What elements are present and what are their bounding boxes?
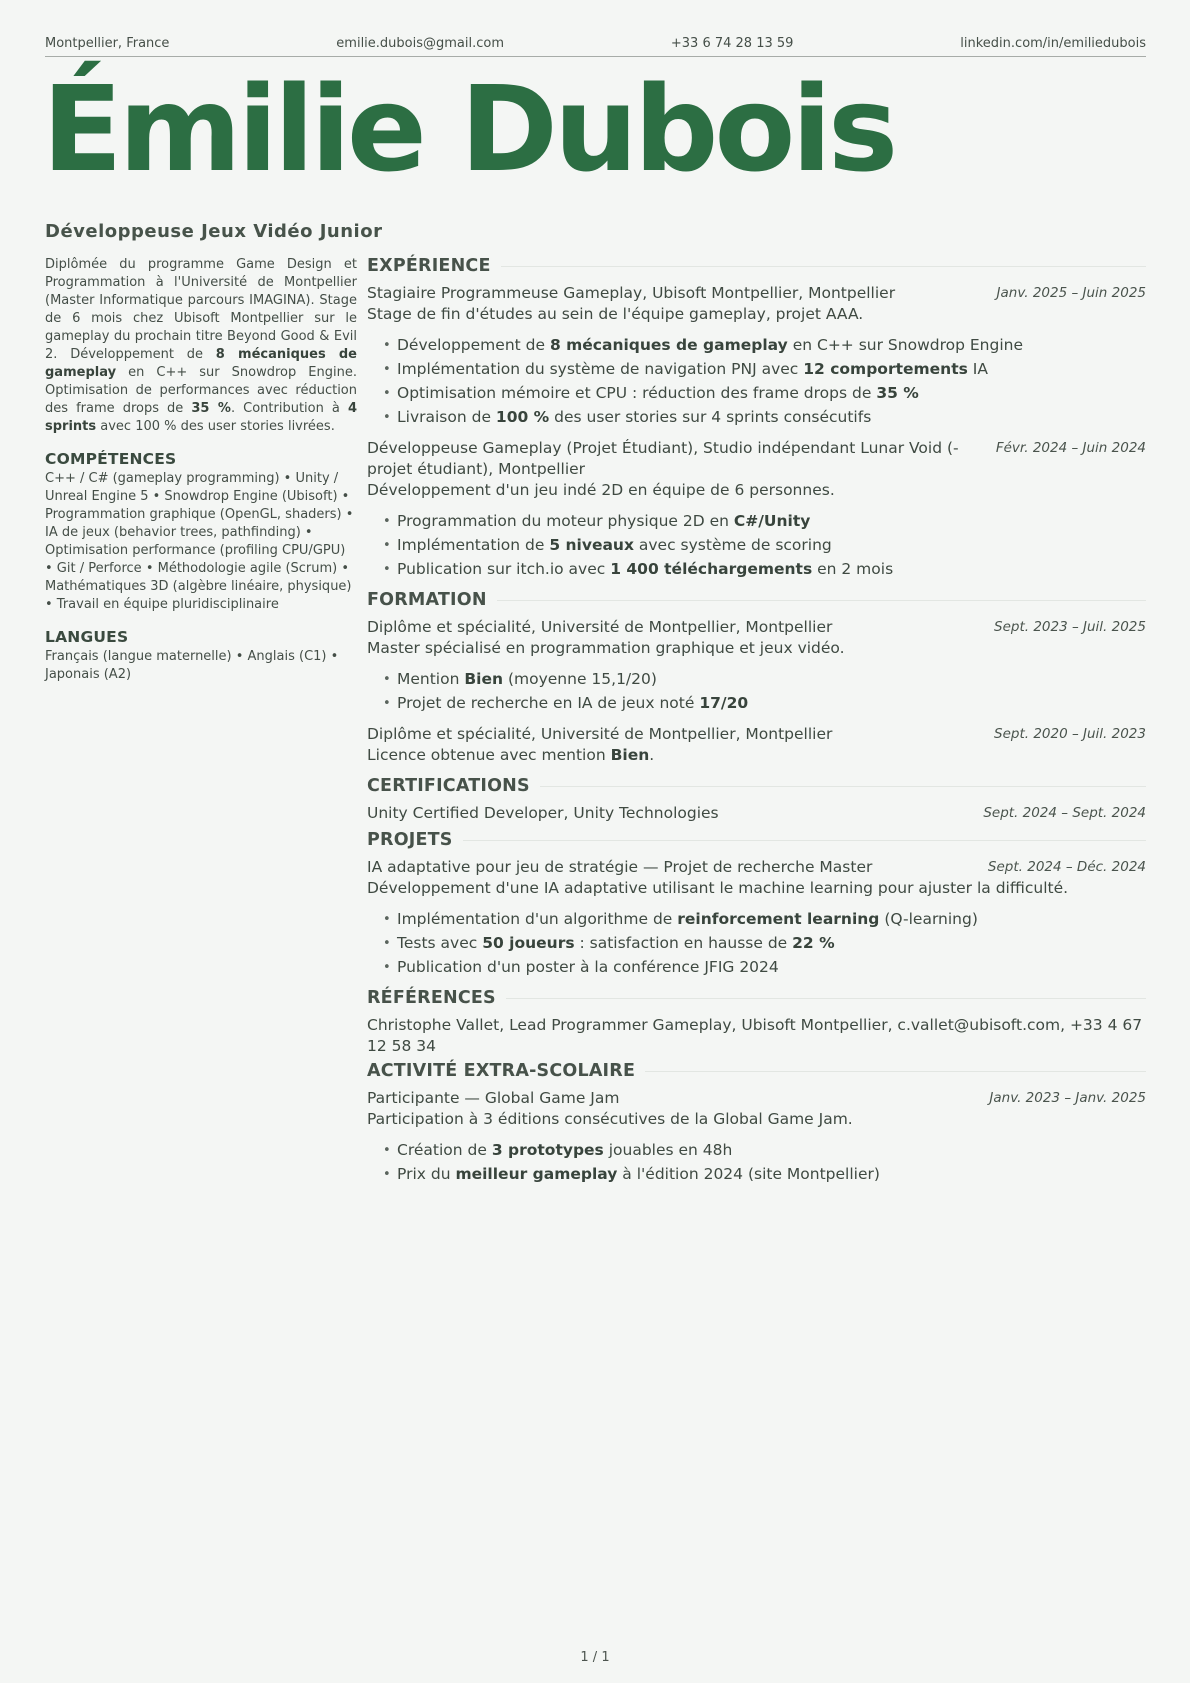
entry-description: Participation à 3 éditions consécutives de la Global Game Jam. [367,1110,853,1128]
sidebar [45,256,357,684]
headline: Développeuse Jeux Vidéo Junior [45,221,383,242]
contact-bar [45,36,1146,57]
entry [367,724,1146,766]
bullet-item: • Publication d'un poster à la conférence JFIG 2024 [383,957,1146,978]
bullet-item: • Optimisation mémoire et CPU : réduction des frame drops de 35 % [383,383,1146,404]
bullet-item: • Programmation du moteur physique 2D en C#/Unity [383,511,1146,532]
section-heading: ACTIVITÉ EXTRA-SCOLAIRE [367,1061,1146,1082]
section-references [367,988,1146,1057]
divider [540,786,1146,787]
entry-date: Janv. 2023 – Janv. 2025 [989,1090,1146,1106]
divider [506,998,1146,999]
entry-title: Participante — Global Game Jam [367,1089,620,1107]
bullet-item: • Implémentation d'un algorithme de reinforcement learning (Q-learning) [383,909,1146,930]
divider [645,1071,1146,1072]
bullet-item: • Mention Bien (moyenne 15,1/20) [383,669,1146,690]
bullet-item: • Création de 3 prototypes jouables en 48h [383,1140,1146,1161]
languages-text: Français (langue maternelle) • Anglais (C1) • Japonais (A2) [45,649,339,682]
entry [367,803,1146,824]
section-extracurricular [367,1061,1146,1185]
entry [367,1088,1146,1185]
section-projects [367,830,1146,978]
bullet-list [383,511,1146,580]
entry [367,857,1146,978]
bullet-item: • Livraison de 100 % des user stories sur 4 sprints consécutifs [383,407,1146,428]
section-heading: CERTIFICATIONS [367,776,1146,797]
bullet-item: • Prix du meilleur gameplay à l'édition 2024 (site Montpellier) [383,1164,1146,1185]
bullet-item: • Projet de recherche en IA de jeux noté 17/20 [383,693,1146,714]
contact-location: Montpellier, France [45,36,170,51]
page-number: 1 / 1 [580,1650,610,1665]
entry-title: Diplôme et spécialité, Université de Montpellier, Montpellier [367,725,833,743]
contact-email[interactable]: emilie.dubois@gmail.com [336,36,505,51]
divider [463,840,1146,841]
entry-date: Sept. 2020 – Juil. 2023 [994,726,1146,742]
bullet-item: • Implémentation de 5 niveaux avec système de scoring [383,535,1146,556]
bullet-item: • Tests avec 50 joueurs : satisfaction en hausse de 22 % [383,933,1146,954]
bullet-list [383,1140,1146,1185]
main-column [367,256,1146,1195]
entry-title: Développeuse Gameplay (Projet Étudiant), Studio indépendant Lunar Void (-projet étudiant), Montpellier [367,439,959,478]
bullet-item: • Développement de 8 mécaniques de gameplay en C++ sur Snowdrop Engine [383,335,1146,356]
divider [497,600,1146,601]
bullet-item: • Publication sur itch.io avec 1 400 téléchargements en 2 mois [383,559,1146,580]
entry-date: Sept. 2024 – Sept. 2024 [983,805,1146,821]
entry-description: Développement d'une IA adaptative utilisant le machine learning pour ajuster la difficulté. [367,879,1069,897]
section-heading: RÉFÉRENCES [367,988,1146,1009]
section-education [367,590,1146,766]
languages-heading: LANGUES [45,628,129,646]
entry-description: Stage de fin d'études au sein de l'équipe gameplay, projet AAA. [367,305,864,323]
section-experience [367,256,1146,580]
bullet-item: • Implémentation du système de navigation PNJ avec 12 comportements IA [383,359,1146,380]
entry-date: Janv. 2025 – Juin 2025 [996,285,1146,301]
entry-date: Sept. 2023 – Juil. 2025 [994,619,1146,635]
divider [501,266,1146,267]
entry-date: Févr. 2024 – Juin 2024 [995,440,1146,456]
skills-text: C++ / C# (gameplay programming) • Unity / Unreal Engine 5 • Snowdrop Engine (Ubisoft) • Programmation graphique (OpenGL, shaders) • IA de jeux (behavior trees, pathfinding) • Optimisation performance (profiling CPU/GPU) • Git / Perforce • Méthodologie agile (Scrum) • Mathématiques 3D (algèbre linéaire, physique) • Travail en équipe pluridisciplinaire [45,471,354,612]
candidate-name: Émilie Dubois [42,60,895,198]
entry [367,283,1146,428]
section-heading: PROJETS [367,830,1146,851]
entry [367,438,1146,580]
section-heading: FORMATION [367,590,1146,611]
bullet-list [383,669,1146,714]
skills-heading: COMPÉTENCES [45,450,177,468]
entry [367,617,1146,714]
entry-description: Développement d'un jeu indé 2D en équipe de 6 personnes. [367,481,835,499]
entry-date: Sept. 2024 – Déc. 2024 [987,859,1146,875]
entry-title: IA adaptative pour jeu de stratégie — Projet de recherche Master [367,858,873,876]
bullet-list [383,335,1146,428]
summary: Diplômée du programme Game Design et Programmation à l'Université de Montpellier (Master Informatique parcours IMAGINA). Stage de 6 mois chez Ubisoft Montpellier sur le gameplay du prochain titre Beyond Good & Evil 2. Développement de 8 mécaniques de gameplay en C++ sur Snowdrop Engine. Optimisation de performances avec réduction des frame drops de 35 %. Contribution à 4 sprints avec 100 % des user stories livrées. [45,257,357,434]
entry-title: Stagiaire Programmeuse Gameplay, Ubisoft Montpellier, Montpellier [367,284,896,302]
entry-description: Master spécialisé en programmation graphique et jeux vidéo. [367,639,845,657]
contact-phone[interactable]: +33 6 74 28 13 59 [670,36,794,51]
entry-title: Unity Certified Developer, Unity Technologies [367,804,719,822]
entry-title: Diplôme et spécialité, Université de Montpellier, Montpellier [367,618,833,636]
bullet-list [383,909,1146,978]
reference-text: Christophe Vallet, Lead Programmer Gameplay, Ubisoft Montpellier, c.vallet@ubisoft.com, +33 4 67 12 58 34 [367,1016,1143,1055]
section-certifications [367,776,1146,824]
section-heading: EXPÉRIENCE [367,256,1146,277]
contact-linkedin[interactable]: linkedin.com/in/emiliedubois [960,36,1146,51]
entry-description: Licence obtenue avec mention Bien. [367,746,655,764]
